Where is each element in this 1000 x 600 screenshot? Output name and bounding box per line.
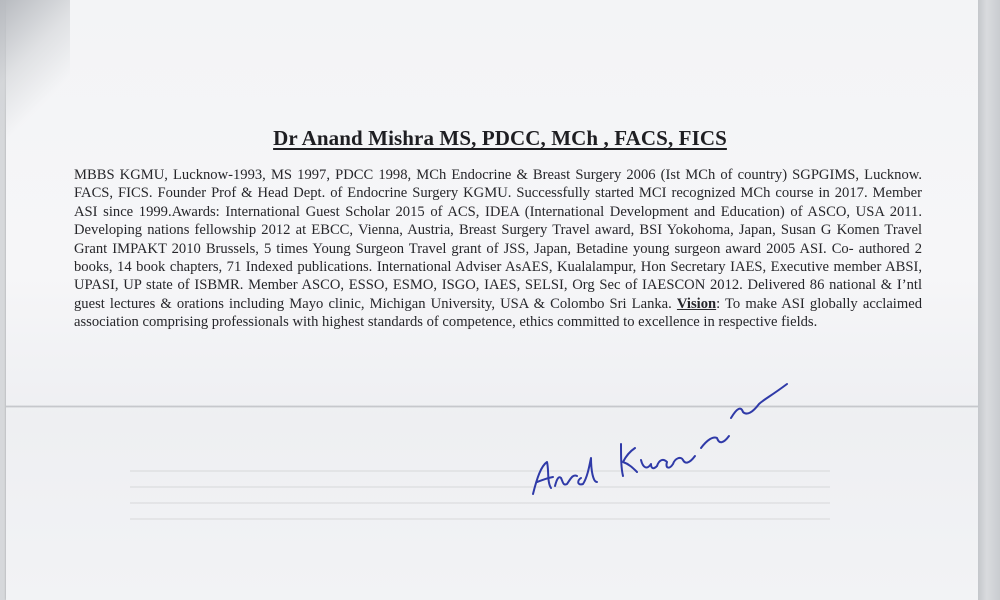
page-edge [978,0,1000,600]
vision-text: : To make ASI globally acclaimed association comprising professionals with highest standards of competence, ethics committed to excellence in respective fields. [74,295,922,331]
bio-text: MBBS KGMU, Lucknow-1993, MS 1997, PDCC 1998, MCh Endocrine & Breast Surgery 2006 (Ist MCh of country) SGPGIMS, Lucknow. FACS, FICS. Founder Prof & Head Dept. of Endocrine Surgery KGMU. Successfully started MCI recognized MCh course in 2017. Member ASI since 1999.Awards: International Guest Scholar 2015 of ACS, IDEA (International Development and Education) of ASCO, USA 2011. Developing nations fellowship 2012 at EBCC, Vienna, Austria, Breast Surgery Travel award, BSI Yokohoma, Japan, Susan G Komen Travel Grant IMPAKT 2010 Brussels, 5 times Young Surgeon Travel grant of JSS, Japan, Betadine young surgeon award 2005 ASI. Co- authored 2 books, 14 book chapters, 71 Indexed publications. International Adviser AsAES, Kualalampur, Hon Secretary IAES, Executive member ABSI, UPASI, UP state of ISBMR. Member ASCO, ESSO, ESMO, ISGO, IAES, SELSI, Org Sec of IAESCON 2012. Delivered 86 national & I’ntl guest lectures & orations including Mayo clinic, Michigan University, USA & Colombo Sri Lanka. [74,167,922,312]
page-corner-shadow [0,0,70,140]
paper-fold [6,405,978,408]
bio-paragraph [74,166,922,332]
signature-icon [525,378,795,498]
document-title: Dr Anand Mishra MS, PDCC, MCh , FACS, FICS [273,126,727,150]
vision-label: Vision [676,295,717,312]
